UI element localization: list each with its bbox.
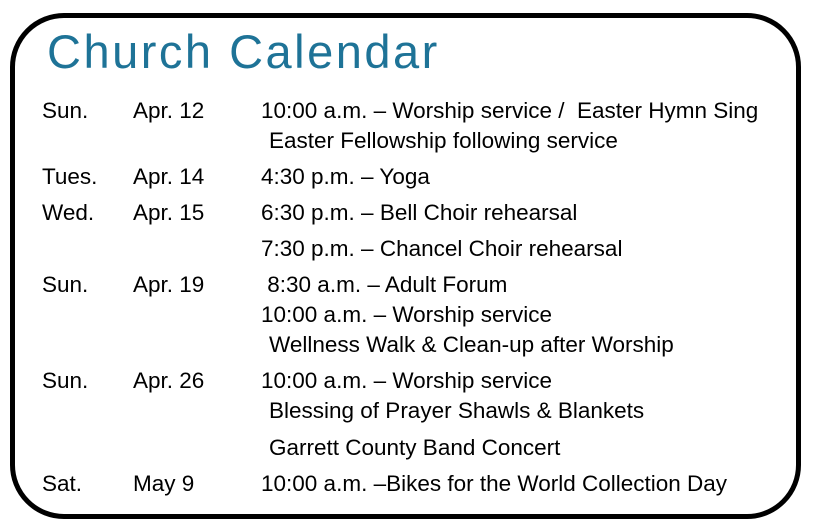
event-date: Apr. 12 [133, 98, 205, 123]
calendar-row [42, 469, 776, 499]
event-description [261, 469, 776, 499]
calendar-row [42, 96, 776, 156]
event-date: Apr. 26 [133, 368, 205, 393]
event-description [261, 198, 776, 228]
event-description [261, 162, 776, 192]
event-day: Tues. [42, 164, 98, 189]
event-line: Easter Fellowship following service [269, 128, 618, 153]
calendar-row [42, 162, 776, 192]
event-line: 8:30 a.m. – Adult Forum [261, 272, 508, 297]
event-date: Apr. 19 [133, 272, 205, 297]
event-line: 10:00 a.m. – Worship service [261, 302, 552, 327]
event-day: Sun. [42, 272, 89, 297]
event-description [261, 366, 776, 463]
event-line: Garrett County Band Concert [269, 435, 561, 460]
event-description [261, 96, 776, 156]
event-date: Apr. 14 [133, 164, 205, 189]
event-line: Blessing of Prayer Shawls & Blankets [269, 398, 645, 423]
event-line: Wellness Walk & Clean-up after Worship [269, 332, 674, 357]
event-day: Wed. [42, 200, 95, 225]
event-date: Apr. 15 [133, 200, 205, 225]
event-line: 10:00 a.m. –Bikes for the World Collection Day [261, 471, 728, 496]
calendar-row [42, 270, 776, 360]
event-date: May 9 [133, 471, 195, 496]
calendar-row [42, 366, 776, 463]
event-line: 10:00 a.m. – Worship service / Easter Hymn Sing [261, 98, 759, 123]
calendar-rows [42, 96, 776, 499]
event-line: 4:30 p.m. – Yoga [261, 164, 430, 189]
calendar-card [10, 13, 801, 519]
page-title: Church Calendar [47, 25, 440, 78]
event-day: Sat. [42, 471, 83, 496]
calendar-row [42, 198, 776, 228]
event-line: 10:00 a.m. – Worship service [261, 368, 552, 393]
event-day: Sun. [42, 98, 89, 123]
event-description [261, 234, 776, 264]
event-description [261, 270, 776, 360]
event-line: 7:30 p.m. – Chancel Choir rehearsal [261, 236, 623, 261]
event-line: 6:30 p.m. – Bell Choir rehearsal [261, 200, 578, 225]
calendar-row [42, 234, 776, 264]
event-day: Sun. [42, 368, 89, 393]
